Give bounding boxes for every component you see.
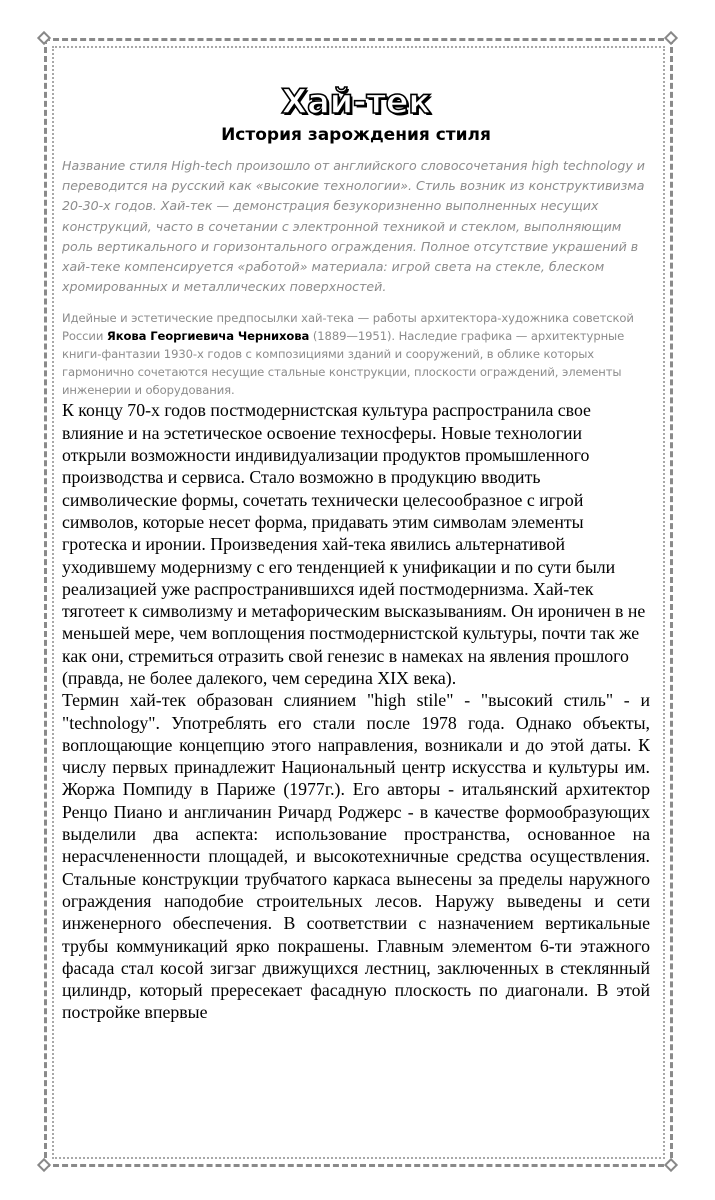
page-title: Хай-тек <box>281 82 431 122</box>
ideas-paragraph <box>62 309 650 399</box>
ideas-text-start: Идейные и эстетические предпосылки хай-тека — работы архитектора-художника советской России <box>62 311 634 344</box>
body-paragraph-1: К концу 70-х годов постмодернистская культура распространила свое влияние и на эстетическое освоение техносферы. Новые технологии открыли возможности индивидуализации продуктов промышленного производства и сервиса. Стало возможно в продукцию вводить символические формы, сочетать технически целесообразное с игрой символов, которые несет форма, придавать этим символам элементы гротеска и иронии. Произведения хай-тека явились альтернативой уходившему модернизму с его тенденцией к унификации и по сути были реализацией уже распространившихся идей постмодернизма. Хай-тек тяготеет к символизму и метафорическим высказываниям. Он ироничен в не меньшей мере, чем воплощения постмодернистской культуры, почти так же как они, стремиться отразить свой генезис в намеках на явления прошлого (правда, не более далекого, чем середина XIX века). <box>62 400 646 688</box>
page-content <box>62 82 650 1150</box>
page-subtitle: История зарождения стиля <box>221 125 491 145</box>
ideas-text-end: (1889—1951). Наследие графика — архитектурные книги-фантазии 1930-х годов с композициями зданий и сооружений, в облике которых гармонично сочетаются несущие стальные конструкции, плоскости ограждений, элементы инженерии и оборудования. <box>62 329 625 398</box>
body-paragraph-2: Термин хай-тек образован слиянием "high stile" - "высокий стиль" - и "technology". Употреблять его стали после 1978 года. Однако объекты, воплощающие концепцию этого направления, возникали и до этой даты. К числу первых принадлежит Национальный центр искусства и культуры им. Жоржа Помпиду в Париже (1977г.). Его авторы - итальянский архитектор Ренцо Пиано и англичанин Ричард Роджерс - в качестве формообразующих выделили два аспекта: использование пространства, основанное на нерасчлененности площадей, и высокотехничные средства осуществления. Стальные конструкции трубчатого каркаса вынесены за пределы наружного ограждения наподобие строительных лесов. Наружу выведены и сети инженерного обеспечения. В соответствии с назначением вертикальные трубы коммуникаций ярко покрашены. Главным элементом 6-ти этажного фасада стал косой зигзаг движущихся лестниц, заключенных в стеклянный цилиндр, который прересекает фасадную плоскость по диагонали. В этой постройке впервые <box>62 690 650 1023</box>
intro-paragraph: Название стиля High-tech произошло от английского словосочетания high technology и переводится на русский как «высокие технологии». Стиль возник из конструктивизма 20-30-х годов. Хай-тек — демонстрация безукоризненно выполненных несущих конструкций, часто в сочетании с электронной техникой и стеклом, выполняющим роль вертикального и горизонтального ограждения. Полное отсутствие украшений в хай-теке компенсируется «работой» материала: игрой света на стекле, блеском хромированных и металлических поверхностей. <box>62 158 645 295</box>
architect-name: Якова Георгиевича Чернихова <box>106 329 310 344</box>
